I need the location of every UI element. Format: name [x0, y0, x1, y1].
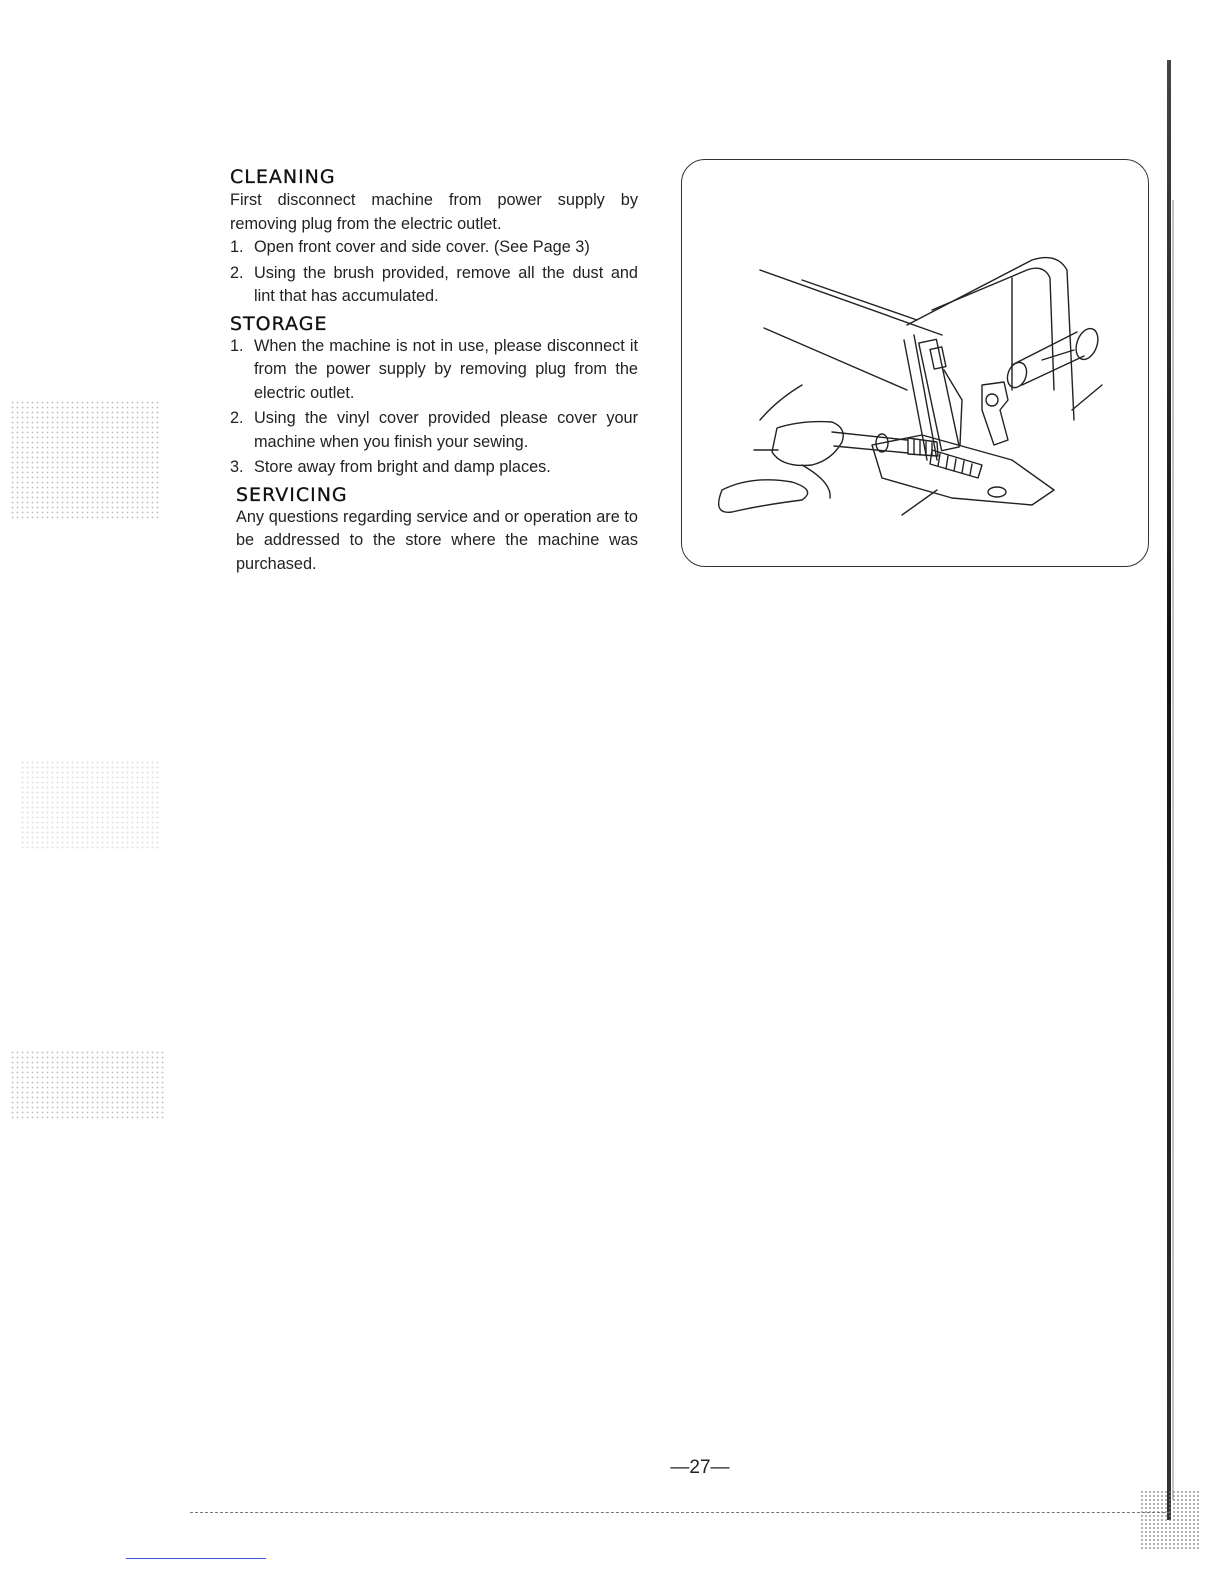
step-text: Store away from bright and damp places.	[254, 458, 551, 476]
leader-line	[1072, 385, 1102, 410]
handle-grip-end	[1004, 360, 1030, 391]
plate-hole	[988, 487, 1006, 497]
sewing-machine-drawing	[682, 160, 1150, 568]
cleaning-intro: First disconnect machine from power supply by removing plug from the electric outlet.	[230, 191, 638, 233]
storage-section	[230, 313, 638, 480]
blue-underline	[126, 1558, 266, 1559]
corner-texture	[1140, 1490, 1200, 1550]
bottom-edge-line	[190, 1512, 1170, 1513]
storage-heading: STORAGE	[230, 312, 328, 335]
hand-finger	[772, 422, 843, 466]
scan-speckle	[20, 760, 160, 850]
needle-thread	[944, 370, 962, 445]
machine-body	[1042, 350, 1074, 360]
cleaning-step	[230, 236, 638, 260]
step-number: 3.	[230, 458, 244, 476]
machine-arm-line	[802, 280, 917, 320]
screw	[986, 394, 998, 406]
step-text: Using the brush provided, remove all the dust and lint that has accumulated.	[254, 263, 638, 305]
hand-palm	[802, 465, 830, 498]
cleaning-section	[230, 166, 638, 309]
cleaning-steps	[230, 236, 638, 309]
brush-handle	[834, 446, 908, 453]
storage-step	[230, 456, 638, 480]
cleaning-step	[230, 262, 638, 309]
cleaning-heading: CLEANING	[230, 166, 336, 188]
scan-speckle	[10, 1050, 165, 1120]
machine-arm-line	[764, 328, 907, 390]
leader-line	[902, 490, 937, 515]
upper-knife	[982, 382, 1008, 445]
servicing-section	[230, 484, 638, 577]
handle-knob	[1072, 326, 1102, 363]
hand-wrist	[754, 385, 802, 450]
text-column	[230, 166, 638, 576]
step-text: Open front cover and side cover. (See Page 3)	[254, 238, 590, 256]
step-text: Using the vinyl cover provided please cover your machine when you finish your sewing.	[254, 409, 638, 451]
hand-thumb	[719, 480, 808, 513]
page-spine-shadow	[1172, 200, 1174, 1500]
machine-arm-line	[760, 270, 942, 335]
machine-body	[932, 268, 1054, 390]
step-number: 2.	[230, 263, 244, 282]
storage-step	[230, 335, 638, 406]
storage-steps	[230, 335, 638, 480]
step-text: When the machine is not in use, please disconnect it from the power supply by removing plug from the electric outlet.	[254, 336, 638, 402]
step-number: 1.	[230, 238, 244, 256]
servicing-text: Any questions regarding service and or operation are to be addressed to the store where the machine was purchased.	[236, 507, 638, 573]
storage-step	[230, 407, 638, 454]
cleaning-illustration	[681, 159, 1149, 567]
step-number: 2.	[230, 409, 244, 427]
step-number: 1.	[230, 336, 244, 355]
page-number: —27—	[670, 1457, 730, 1478]
machine-body	[907, 258, 1074, 420]
servicing-heading: SERVICING	[236, 483, 348, 506]
page-spine-shadow	[1167, 60, 1171, 1520]
scan-speckle	[10, 400, 160, 520]
